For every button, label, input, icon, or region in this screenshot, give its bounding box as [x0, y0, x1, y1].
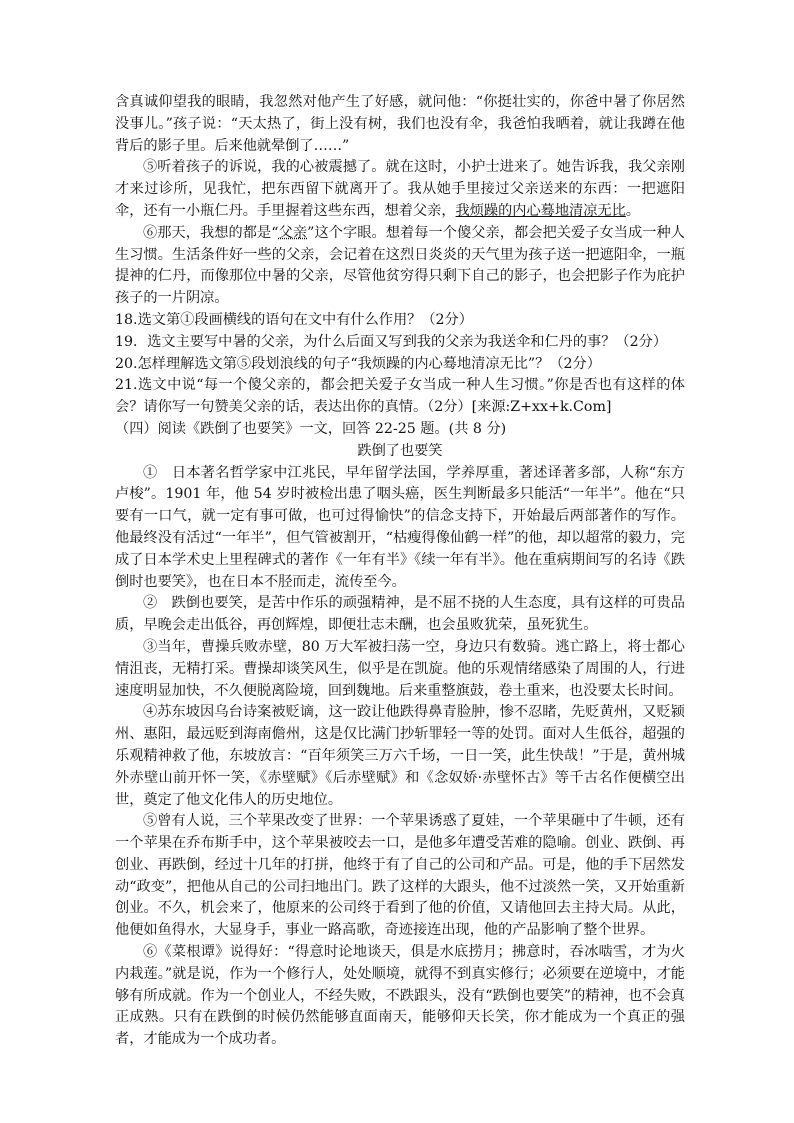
question-18: 18.选文第①段画横线的语句在文中有什么作用？（2分）: [115, 311, 473, 328]
article-paragraph-6: ⑥《菜根谭》说得好：“得意时论地谈天，俱是水底捞月；拂意时，吞冰啮雪，才为火内栽莲。”就是说，作为一个修行人，处处顺境，就得不到真实修行；必须要在逆境中，才能够有所成就。作为一个创业人，不经失败，不跌跟头，没有“跌倒也要笑”的精神，也不会真正成熟。只有在跌倒的时候仍然能够直面南天，能够仰天长笑，你才能成为一个真正的强者，才能成为一个成功者。: [115, 944, 685, 1048]
article-paragraph-5: ⑤曾有人说，三个苹果改变了世界：一个苹果诱惑了夏娃，一个苹果砸中了牛顿，还有一个苹果在乔布斯手中，这个苹果被咬去一口，是他多年遭受苦难的隐喻。创业、跌倒、再创业、再跌倒，经过十几年的打拼，他终于有了自己的公司和产品。可是，他的手下居然发动“政变”，把他从自己的公司扫地出门。跌了这样的大跟头，他不过淡然一笑，又开始重新创业。不久，机会来了，他原来的公司终于看到了他的价值，又请他回去主持大局。从此，他便如鱼得水，大显身手，事业一路高歌，奇迹接连出现，他的产品影响了整个世界。: [115, 813, 685, 939]
question-21: 21.选文中说“每一个傻父亲的，都会把关爱子女当成一种人生习惯。”你是否也有这样的体会？请你写一句赞美父亲的话，表达出你的真情。（2分）[来源:Z+xx+k.Com]: [115, 377, 685, 416]
p6-marked-word: 父亲: [278, 224, 308, 241]
p6-start: ⑥那天，我想的都是“: [143, 224, 279, 241]
p5-text: ⑤听着孩子的诉说，我的心被震撼了。就在这时，小护士进来了。她告诉我，我父亲刚才来过诊所，见我忙，把东西留下就离开了。我从她手里接过父亲送来的东西：一把遮阳伞，还有一小瓶仁丹。手里握着这些东西，想着父亲，: [115, 159, 685, 219]
passage-paragraph-5: [115, 157, 685, 222]
section-four-intro: （四）阅读《跌倒了也要笑》一文，回答 22-25 题。(共 8 分): [115, 420, 507, 437]
article-title: 跌倒了也要笑: [357, 442, 443, 459]
document-page: [115, 92, 685, 1051]
article-paragraph-1: ① 日本著名哲学家中江兆民，早年留学法国，学养厚重，著述译著多部，人称“东方卢梭”。1901 年，他 54 岁时被检出患了咽头癌，医生判断最多只能活“一年半”。他在“只要有一口气，就一定有事可做，也可过得愉快”的信念支持下，开始最后两部著作的写作。他最终没有活过“一年半”，但气管被割开，“枯瘦得像仙鹤一样”的他，却以超常的毅力，完成了日本学术史上里程碑式的著作《一年有半》《续一年有半》。他在重病期间写的名诗《跌倒时也要笑》，也在日本不胫而走，流传至今。: [115, 464, 685, 590]
article-paragraph-4: ④苏东坡因乌台诗案被贬谪，这一跤让他跌得鼻青脸肿，惨不忍睹，先贬黄州，又贬颍州、惠阳，最远贬到海南儋州，这是仅比满门抄斩罪轻一等的处罚。面对人生低谷，超强的乐观精神救了他，东坡放言：“百年须笑三万六千场，一日一笑，此生快哉！”于是，黄州城外赤壁山前开怀一笑，《赤壁赋》《后赤壁赋》和《念奴娇·赤壁怀古》等千古名作便横空出世，奠定了他文化伟人的历史地位。: [115, 704, 685, 808]
p6-rest: ”这个字眼。想着每一个傻父亲，都会把关爱子女当成一种人生习惯。生活条件好一些的父亲，会记着在这烈日炎炎的天气里为孩子送一把遮阳伞，一瓶提神的仁丹，而像那位中暑的父亲，尽管他贫穷得只剩下自己的影子，也会把影子作为庇护孩子的一片阴凉。: [115, 224, 685, 307]
p5-underlined-sentence: 我烦躁的内心蓦地清凉无比: [455, 202, 626, 219]
question-19: 19．选文主要写中暑的父亲，为什么后面又写到我的父亲为我送伞和仁丹的事？（2分）: [115, 333, 668, 350]
article-paragraph-2: ② 跌倒也要笑，是苦中作乐的顽强精神，是不屈不挠的人生态度，具有这样的可贵品质，早晚会走出低谷，再创辉煌，即便壮志未酬，也会虽败犹荣，虽死犹生。: [115, 595, 685, 634]
passage-paragraph-continued: 含真诚仰望我的眼睛，我忽然对他产生了好感，就问他：“你挺壮实的，你爸中暑了你居然没事儿。”孩子说：“天太热了，街上没有树，我们也没有伞，我爸怕我晒着，就让我蹲在他背后的影子里。后来他就晕倒了……”: [115, 94, 685, 154]
question-20: 20.怎样理解选文第⑤段划浪线的句子“我烦躁的内心蓦地清凉无比”？（2分）: [115, 355, 601, 372]
passage-paragraph-6: [115, 223, 685, 310]
p5-end: 。: [625, 202, 640, 219]
article-paragraph-3: ③当年，曹操兵败赤壁，80 万大军被扫荡一空，身边只有数骑。逃亡路上，将士都心情沮丧，无精打采。曹操却谈笑风生，似乎是在凯旋。他的乐观情绪感染了周围的人，行进速度明显加快，不久便脱离险境，回到魏地。后来重整旗鼓，卷土重来，也没要太长时间。: [115, 638, 685, 699]
